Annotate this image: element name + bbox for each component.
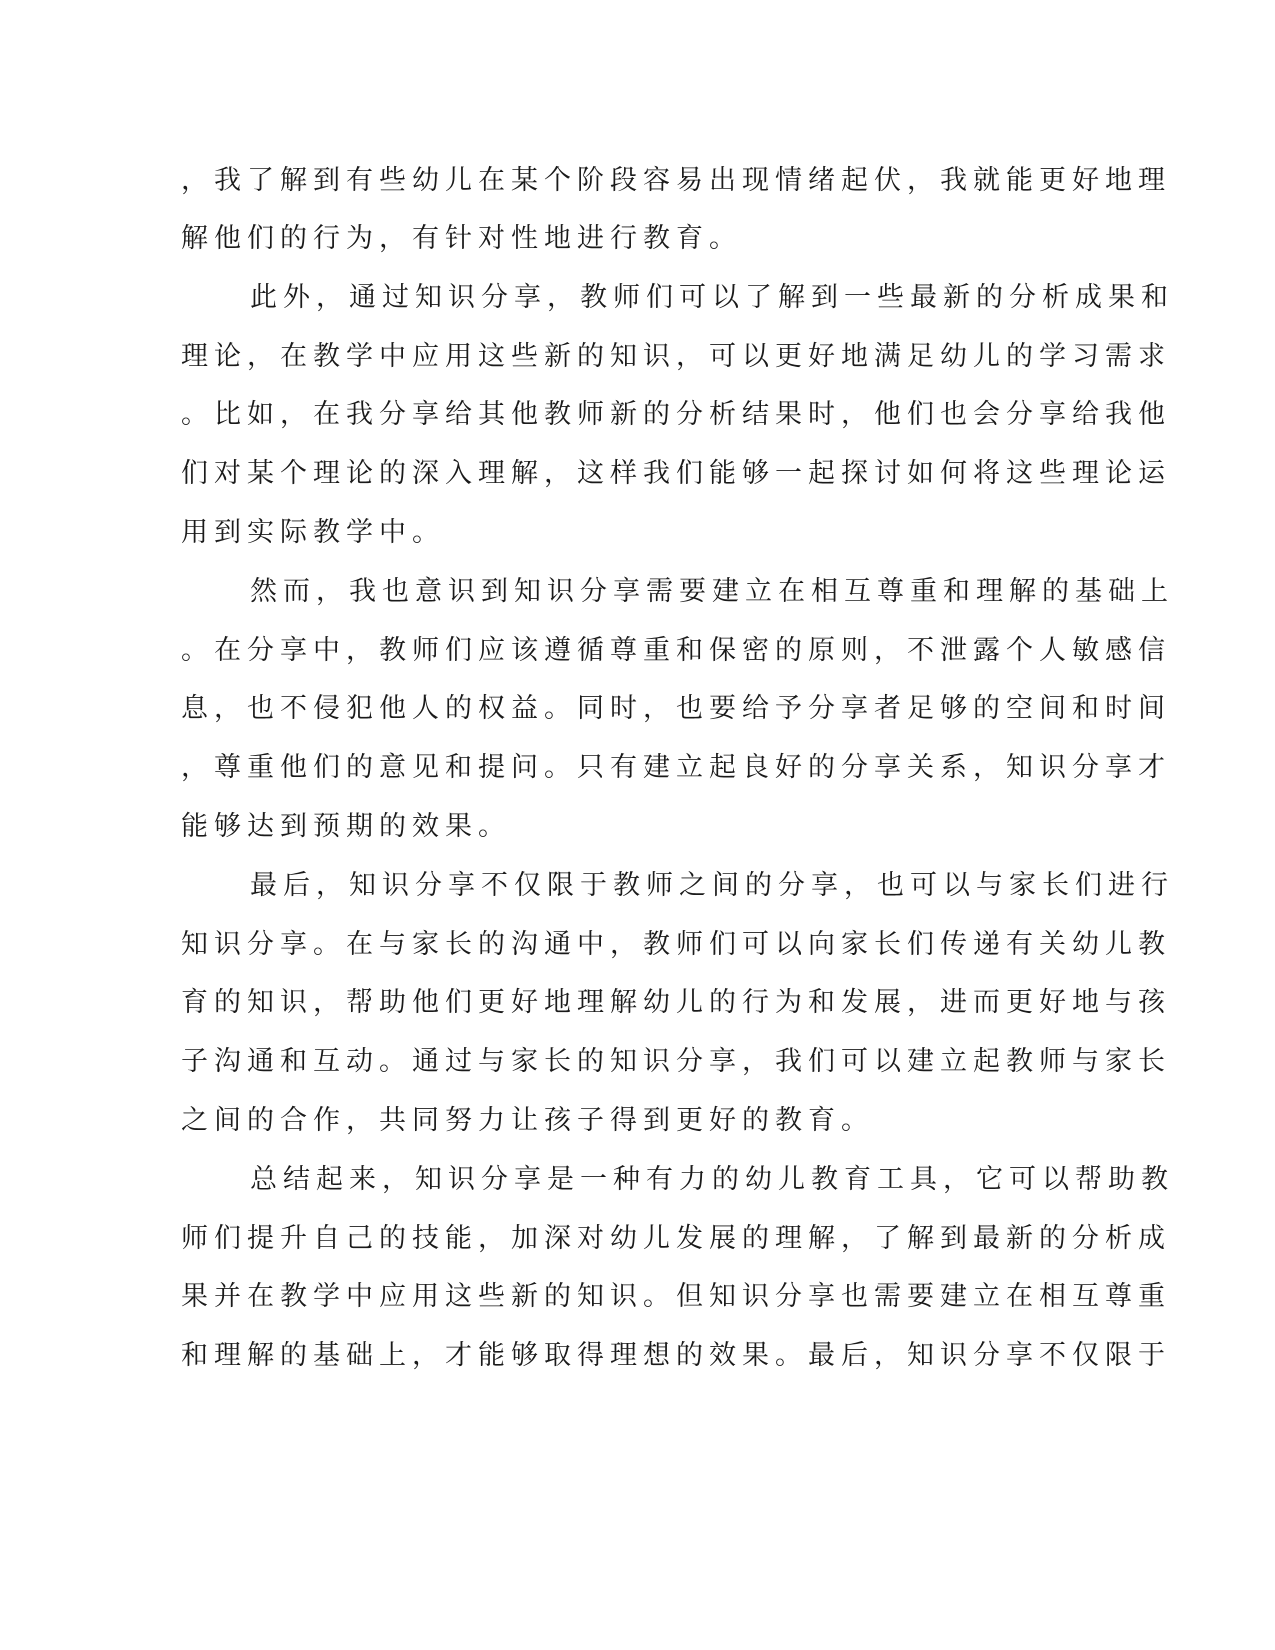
text-line: ，我了解到有些幼儿在某个阶段容易出现情绪起伏，我就能更好地理 (181, 165, 1171, 196)
text-line: 果并在教学中应用这些新的知识。但知识分享也需要建立在相互尊重 (181, 1281, 1171, 1312)
text-line: 息，也不侵犯他人的权益。同时，也要给予分享者足够的空间和时间 (181, 693, 1171, 724)
text-line: 。比如，在我分享给其他教师新的分析结果时，他们也会分享给我他 (181, 399, 1171, 430)
paragraph-start-line: 此外，通过知识分享，教师们可以了解到一些最新的分析成果和 (250, 282, 1174, 313)
text-line: 解他们的行为，有针对性地进行教育。 (181, 223, 742, 254)
text-line: 理论，在教学中应用这些新的知识，可以更好地满足幼儿的学习需求 (181, 341, 1171, 372)
paragraph-start-line: 最后，知识分享不仅限于教师之间的分享，也可以与家长们进行 (250, 870, 1174, 901)
paragraph-start-line: 然而，我也意识到知识分享需要建立在相互尊重和理解的基础上 (250, 576, 1174, 607)
text-line: 能够达到预期的效果。 (181, 811, 511, 842)
text-line: 师们提升自己的技能，加深对幼儿发展的理解，了解到最新的分析成 (181, 1223, 1171, 1254)
text-line: 。在分享中，教师们应该遵循尊重和保密的原则，不泄露个人敏感信 (181, 635, 1171, 666)
paragraph-start-line: 总结起来，知识分享是一种有力的幼儿教育工具，它可以帮助教 (250, 1164, 1174, 1195)
text-line: 们对某个理论的深入理解，这样我们能够一起探讨如何将这些理论运 (181, 458, 1171, 489)
text-line: 和理解的基础上，才能够取得理想的效果。最后，知识分享不仅限于 (181, 1340, 1171, 1371)
text-line: 用到实际教学中。 (181, 517, 445, 548)
text-line: ，尊重他们的意见和提问。只有建立起良好的分享关系，知识分享才 (181, 752, 1171, 783)
text-line: 子沟通和互动。通过与家长的知识分享，我们可以建立起教师与家长 (181, 1046, 1171, 1077)
text-line: 知识分享。在与家长的沟通中，教师们可以向家长们传递有关幼儿教 (181, 929, 1171, 960)
text-line: 之间的合作，共同努力让孩子得到更好的教育。 (181, 1105, 874, 1136)
text-line: 育的知识，帮助他们更好地理解幼儿的行为和发展，进而更好地与孩 (181, 987, 1171, 1018)
